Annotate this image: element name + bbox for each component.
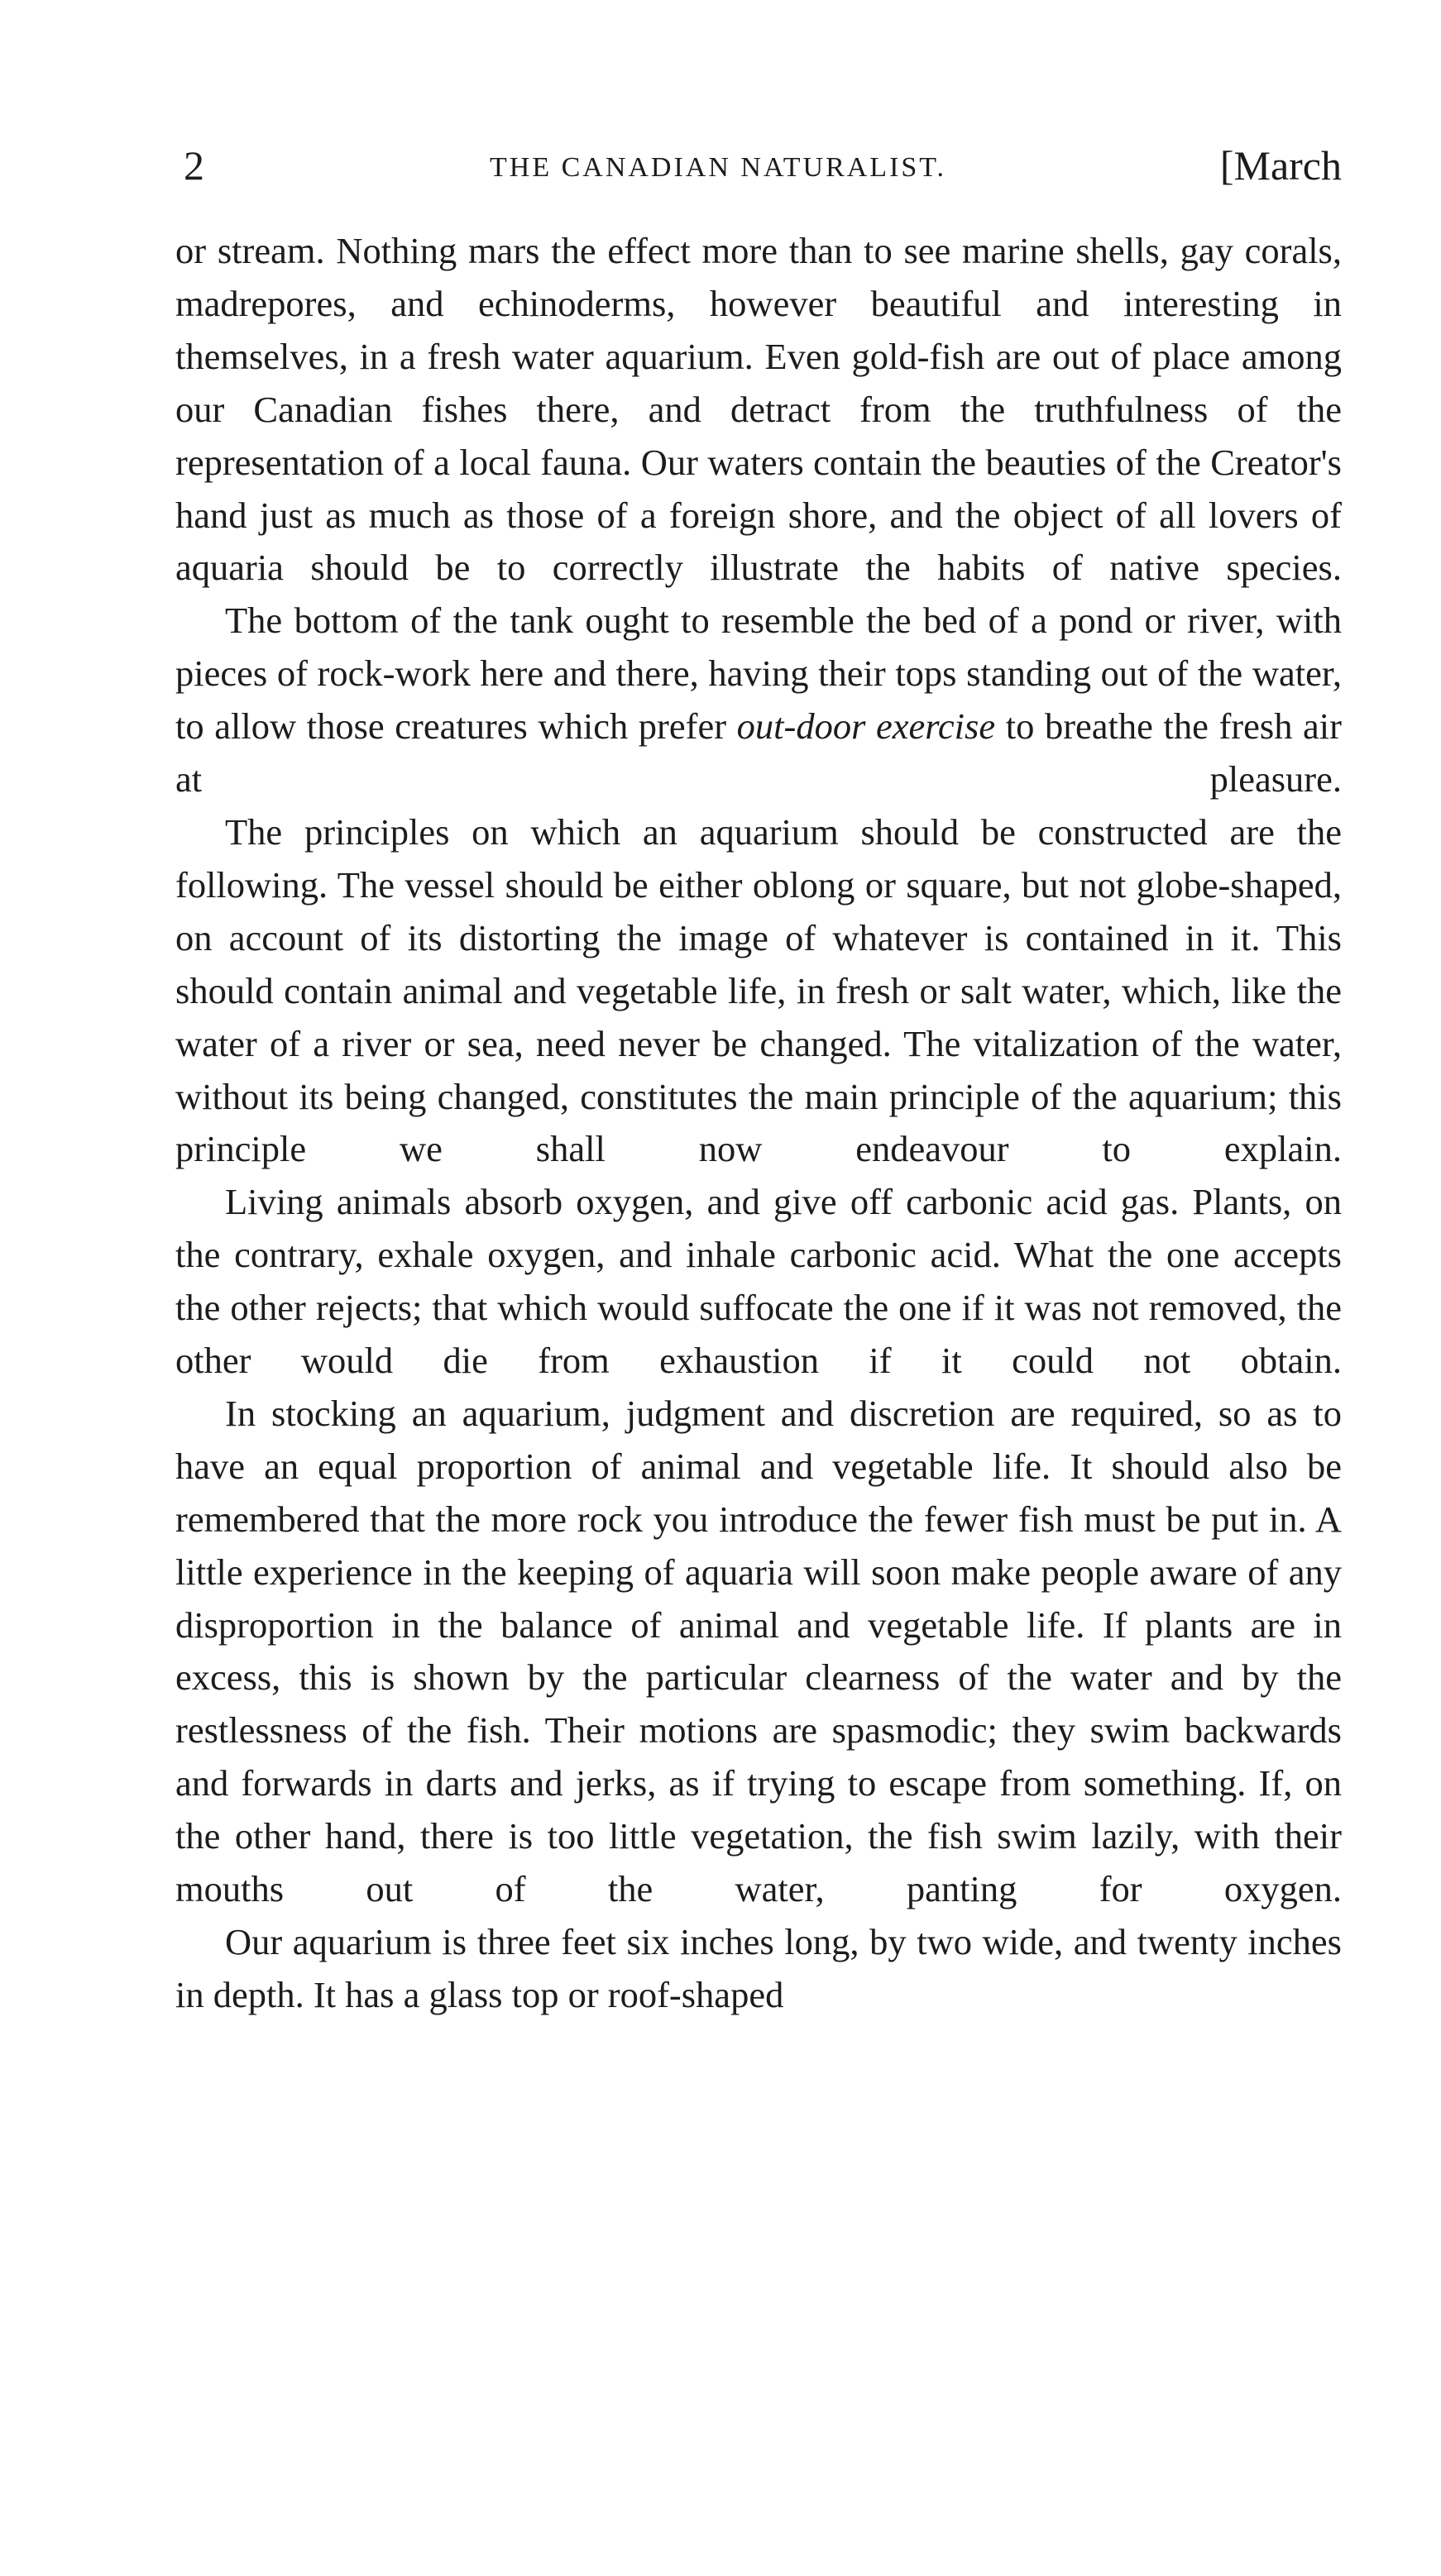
page-number: 2: [184, 142, 204, 189]
paragraph-2-text-after: to breathe the fresh air at pleasure.: [175, 705, 1342, 801]
paragraph-2-text-before: The bottom of the tank ought to resemble the bed of a pond or river, with pieces of rock-work here and there, having their tops standing out of the water, to allow those creatures which prefer: [175, 600, 1342, 748]
paragraph-4: Living animals absorb oxygen, and give off carbonic acid gas. Plants, on the contrary, exhale oxygen, and inhale carbonic acid. What the one accepts the other rejects; that which would suffocate the one if it was not removed, the other would die from exhaustion if it could not obtain.: [175, 1181, 1342, 1382]
running-title: THE CANADIAN NATURALIST.: [490, 152, 947, 183]
section-date: [March: [1219, 142, 1342, 189]
paragraph-3: The principles on which an aquarium should be constructed are the following. The vessel should be either oblong or square, but not globe-shaped, on account of its distorting the image of whatever is contained in it. This should contain animal and vegetable life, in fresh or salt water, which, like the water of a river or sea, need never be changed. The vitalization of the water, without its being changed, constitutes the main principle of the aquarium; this principle we shall now endeavour to explain.: [175, 810, 1342, 1170]
paragraph-5: In stocking an aquarium, judgment and discretion are required, so as to have an equal proportion of animal and vegetable life. It should also be remembered that the more rock you introduce the fewer fish must be put in. A little experience in the keeping of aquaria will soon make people aware of any disproportion in the balance of animal and vegetable life. If plants are in excess, this is shown by the particular clearness of the water and by the restlessness of the fish. Their motions are spasmodic; they swim backwards and forwards in darts and jerks, as if trying to escape from something. If, on the other hand, there is too little vegetation, the fish swim lazily, with their mouths out of the water, panting for oxygen.: [175, 1392, 1342, 1910]
running-header: [184, 141, 1342, 198]
paragraph-6: Our aquarium is three feet six inches long, by two wide, and twenty inches in depth. It has a glass top or roof-shaped: [175, 1921, 1342, 2015]
italic-phrase: out-door exercise: [736, 705, 996, 748]
paragraph-2: [175, 595, 1342, 806]
body-text: [175, 225, 1342, 2022]
paragraph-1: or stream. Nothing mars the effect more than to see marine shells, gay corals, madrepores, and echinoderms, however beautiful and interesting in themselves, in a fresh water aquarium. Even gold-fish are out of place among our Canadian fishes there, and detract from the truthfulness of the representation of a local fauna. Our waters contain the beauties of the Creator's hand just as much as those of a foreign shore, and the object of all lovers of aquaria should be to correctly illustrate the habits of native species.: [175, 230, 1342, 589]
